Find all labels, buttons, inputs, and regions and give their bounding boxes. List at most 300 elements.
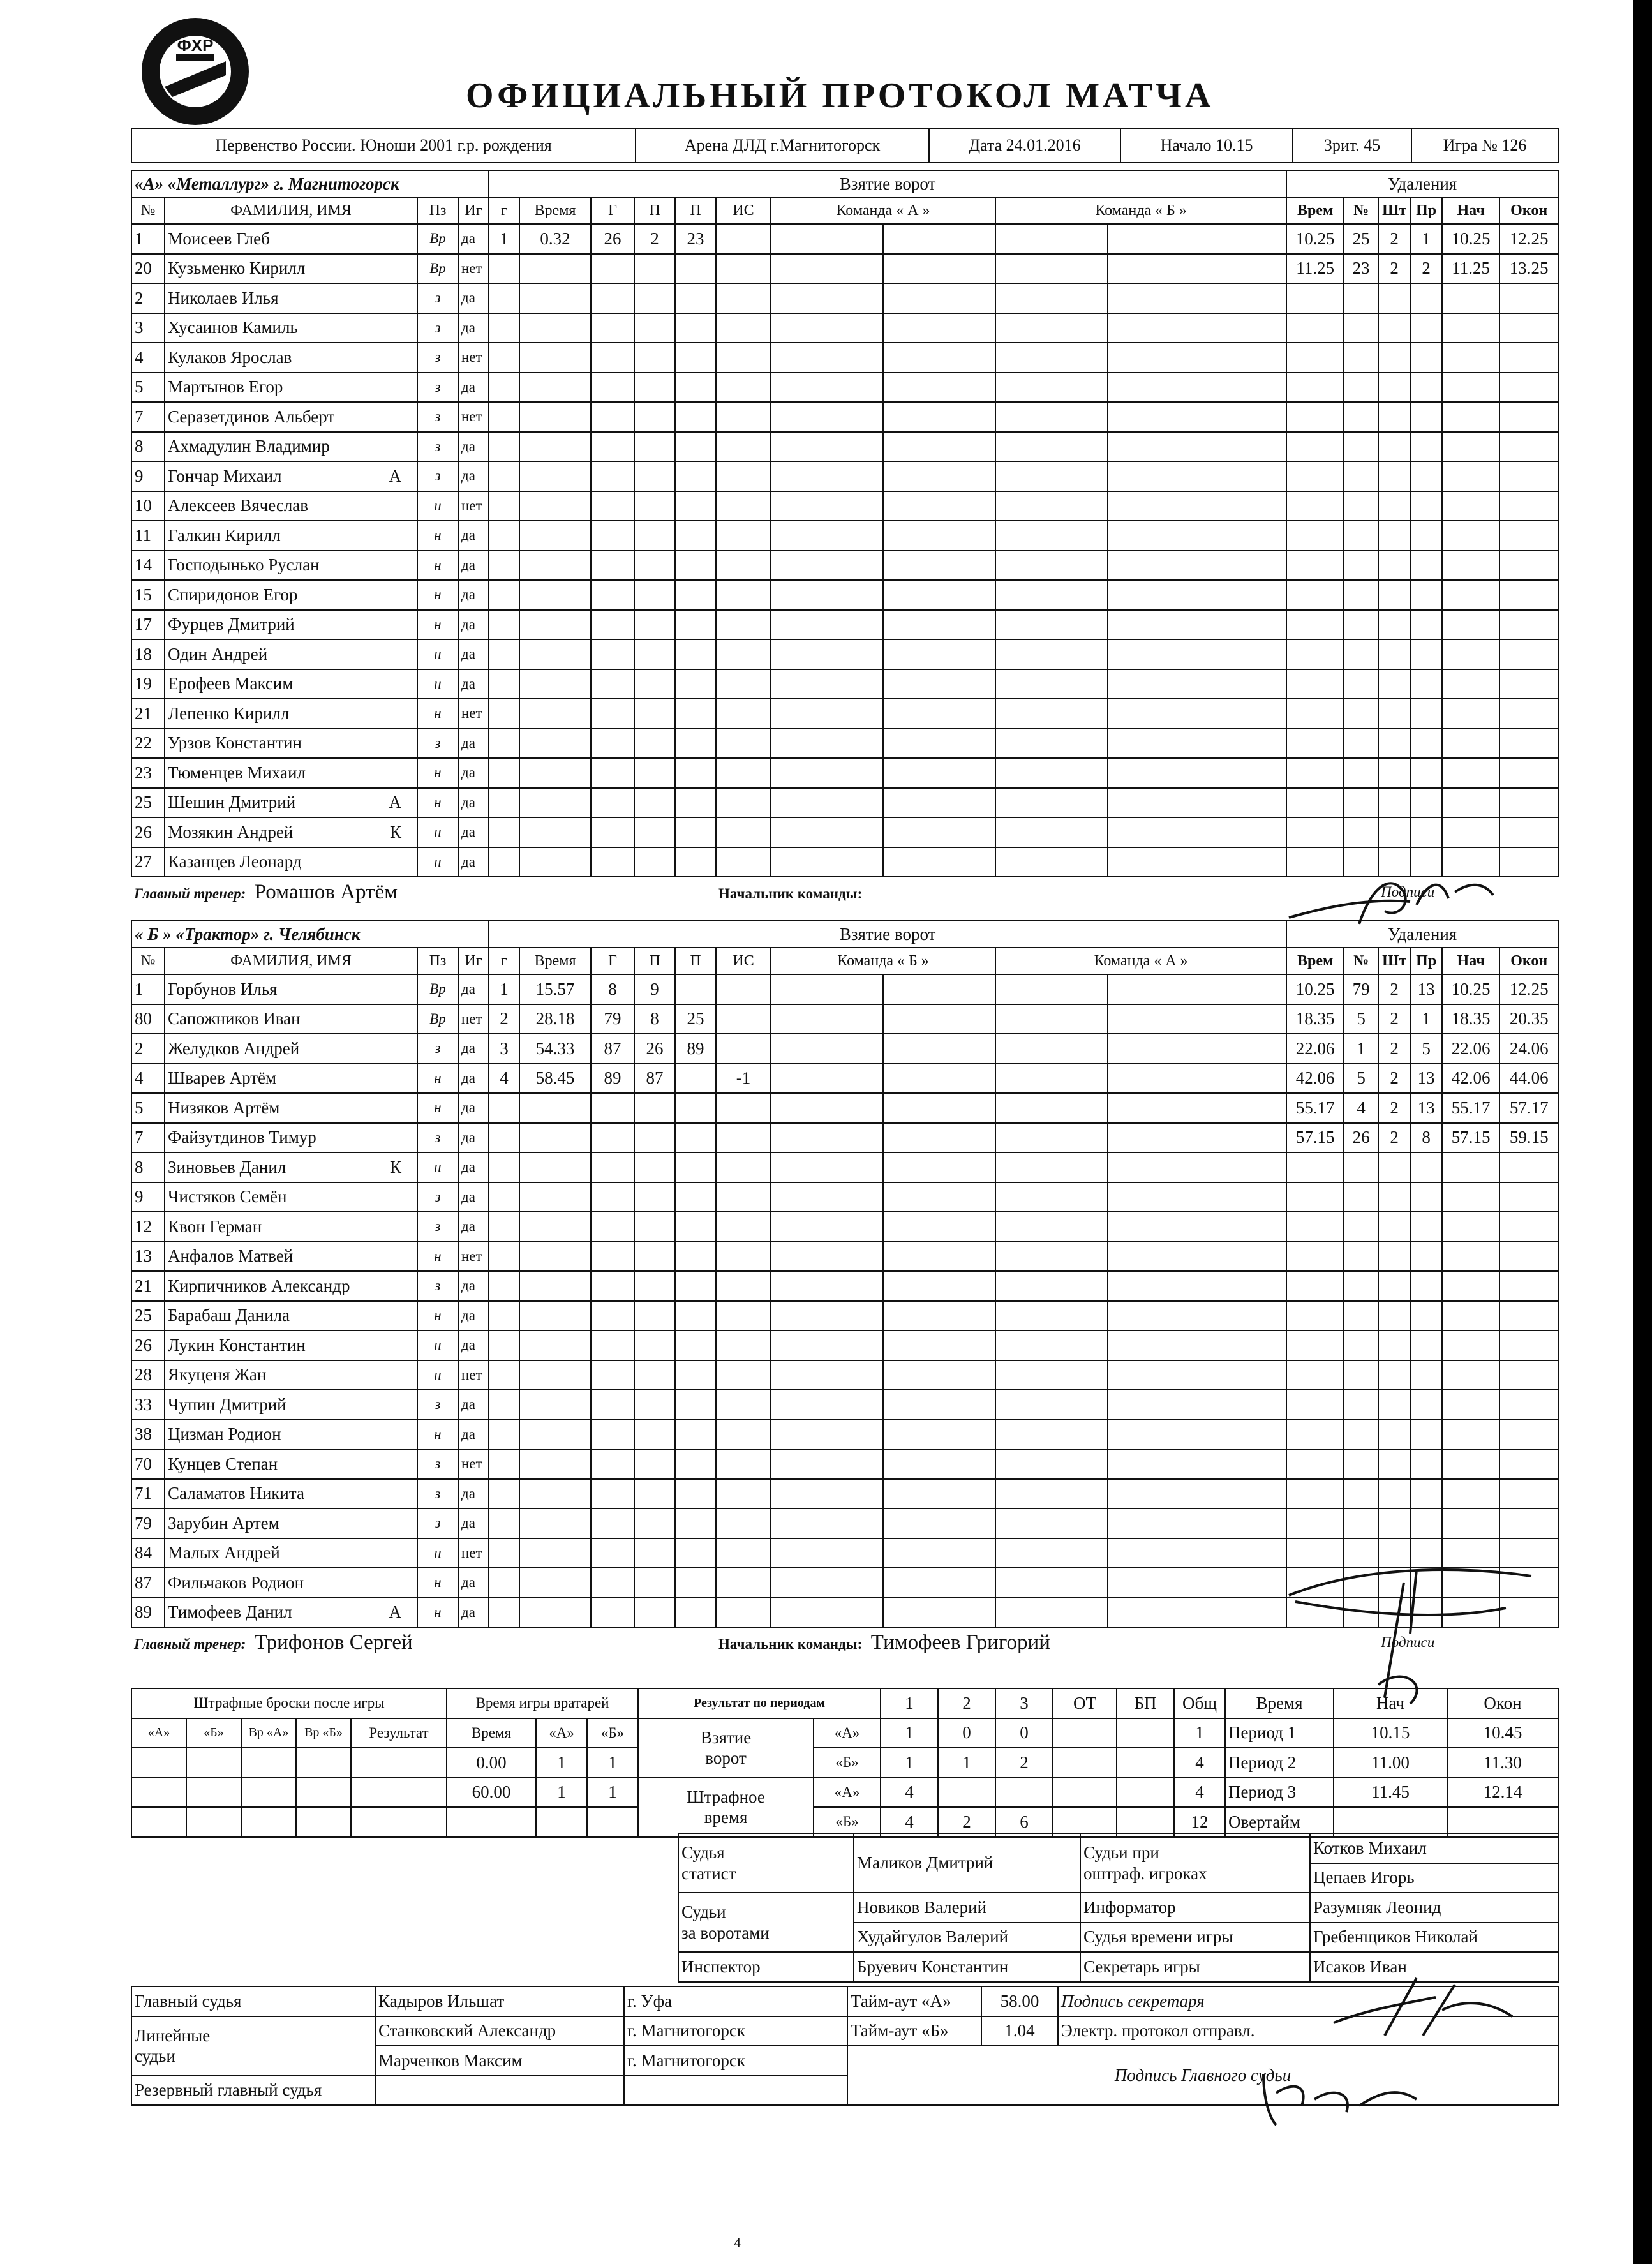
goal-cell bbox=[675, 669, 716, 699]
col-pen-time: Врем bbox=[1286, 197, 1344, 224]
goal-cell bbox=[675, 1182, 716, 1212]
player-played: да bbox=[458, 1212, 489, 1242]
pim-team-b: «Б» bbox=[814, 1807, 881, 1837]
player-num: 21 bbox=[131, 1271, 165, 1301]
goal-cell bbox=[634, 521, 675, 551]
goal-cell bbox=[489, 1301, 519, 1331]
player-pos: з bbox=[417, 283, 458, 313]
goal-cell bbox=[716, 1152, 771, 1182]
goal-cell bbox=[675, 373, 716, 403]
goal-cell bbox=[675, 1449, 716, 1479]
player-num: 3 bbox=[131, 313, 165, 343]
goal-cell: 89 bbox=[591, 1064, 634, 1094]
goal-cell bbox=[519, 402, 591, 432]
player-num: 19 bbox=[131, 669, 165, 699]
team-title: « Б » «Трактор» г. Челябинск bbox=[131, 921, 489, 948]
col-scorer: Г bbox=[591, 948, 634, 974]
player-name: Спиридонов Егор bbox=[168, 585, 298, 604]
player-played: да bbox=[458, 729, 489, 759]
player-row bbox=[131, 224, 1558, 254]
player-pos: н bbox=[417, 639, 458, 669]
player-played: нет bbox=[458, 1360, 489, 1390]
goal-cell bbox=[591, 1538, 634, 1568]
goals-a-p3: 0 bbox=[995, 1718, 1053, 1748]
player-num: 5 bbox=[131, 373, 165, 403]
player-row bbox=[131, 1093, 1558, 1123]
penalty-cell bbox=[1378, 1420, 1410, 1450]
player-played: нет bbox=[458, 1242, 489, 1272]
penalty-cell: 18.35 bbox=[1442, 1004, 1499, 1034]
pim-a-bp bbox=[1117, 1778, 1174, 1808]
goal-cell bbox=[519, 461, 591, 491]
penalty-cell bbox=[1378, 1360, 1410, 1390]
penalty-cell: 4 bbox=[1344, 1093, 1378, 1123]
penalty-cell bbox=[1410, 1271, 1442, 1301]
col-goal-num: г bbox=[489, 948, 519, 974]
goals-team-b: «Б» bbox=[814, 1748, 881, 1778]
penalty-cell bbox=[1499, 402, 1558, 432]
penalty-cell bbox=[1378, 639, 1410, 669]
penalty-cell bbox=[1410, 1301, 1442, 1331]
player-pos: н bbox=[417, 788, 458, 818]
goal-cell: 79 bbox=[591, 1004, 634, 1034]
player-num: 28 bbox=[131, 1360, 165, 1390]
goal-cell bbox=[591, 580, 634, 610]
penalty-cell bbox=[1410, 610, 1442, 640]
goal-cell bbox=[716, 1479, 771, 1509]
player-pos: з bbox=[417, 1123, 458, 1153]
player-pos: н bbox=[417, 1360, 458, 1390]
player-name: Малых Андрей bbox=[168, 1543, 280, 1563]
col-num: № bbox=[131, 948, 165, 974]
player-row bbox=[131, 1152, 1558, 1182]
player-name: Казанцев Леонард bbox=[168, 852, 302, 872]
goal-cell: 8 bbox=[634, 1004, 675, 1034]
goal-cell bbox=[716, 580, 771, 610]
goal-cell bbox=[519, 1093, 591, 1123]
spectators: Зрит. 45 bbox=[1293, 128, 1411, 163]
goal-cell bbox=[634, 699, 675, 729]
inspector-name: Бруевич Константин bbox=[854, 1952, 1080, 1982]
pim-a-p3 bbox=[995, 1778, 1053, 1808]
goal-cell bbox=[675, 788, 716, 818]
penalty-cell bbox=[1442, 491, 1499, 521]
player-num: 38 bbox=[131, 1420, 165, 1450]
penalty-cell bbox=[1442, 283, 1499, 313]
shootout-col-b: «Б» bbox=[186, 1718, 241, 1748]
goal-cell bbox=[591, 313, 634, 343]
player-played: да bbox=[458, 1152, 489, 1182]
penalty-cell bbox=[1344, 1390, 1378, 1420]
goal-cell bbox=[489, 402, 519, 432]
goal-cell bbox=[591, 551, 634, 581]
chief-ref-city: г. Уфа bbox=[624, 1986, 847, 2016]
col-pen-reason: Пр bbox=[1410, 197, 1442, 224]
goal-cell bbox=[519, 847, 591, 877]
head-coach-name: Ромашов Артём bbox=[254, 880, 398, 904]
goal-cell bbox=[591, 1360, 634, 1390]
goal-cell: 3 bbox=[489, 1034, 519, 1064]
summary-table bbox=[131, 1688, 1559, 1838]
player-name: Алексеев Вячеслав bbox=[168, 496, 309, 516]
goal-cell: 9 bbox=[634, 974, 675, 1004]
penalty-cell bbox=[1410, 1508, 1442, 1538]
penalty-cell bbox=[1344, 788, 1378, 818]
player-pos: н bbox=[417, 1093, 458, 1123]
goal-cell bbox=[519, 491, 591, 521]
penalty-cell bbox=[1286, 1508, 1344, 1538]
col-cmd-left: Команда « А » bbox=[771, 197, 995, 224]
penalty-cell: 18.35 bbox=[1286, 1004, 1344, 1034]
col-assist-1: П bbox=[634, 948, 675, 974]
penalty-cell bbox=[1442, 551, 1499, 581]
player-role: А bbox=[389, 793, 401, 812]
penalty-cell bbox=[1499, 1212, 1558, 1242]
penalty-cell: 13.25 bbox=[1499, 254, 1558, 284]
player-pos: з bbox=[417, 1479, 458, 1509]
player-pos: з bbox=[417, 313, 458, 343]
page-number: 4 bbox=[734, 2235, 741, 2251]
goal-cell bbox=[489, 461, 519, 491]
goal-cell bbox=[716, 1301, 771, 1331]
gk-row-1-time: 0.00 bbox=[447, 1748, 536, 1778]
player-pos: н bbox=[417, 1242, 458, 1272]
goal-cell bbox=[489, 1568, 519, 1598]
goal-cell bbox=[675, 461, 716, 491]
penalty-cell bbox=[1344, 1330, 1378, 1360]
col-cmd-right: Команда « А » bbox=[995, 948, 1286, 974]
penalty-cell bbox=[1499, 283, 1558, 313]
goal-cell bbox=[591, 402, 634, 432]
player-played: да bbox=[458, 788, 489, 818]
linesmen-label: Линейные bbox=[135, 2025, 211, 2045]
penalty-cell bbox=[1344, 1360, 1378, 1390]
goal-cell bbox=[675, 847, 716, 877]
player-num: 17 bbox=[131, 610, 165, 640]
judge-stat-name: Маликов Дмитрий bbox=[854, 1833, 1080, 1893]
penalty-cell: 55.17 bbox=[1286, 1093, 1344, 1123]
linesmen-label-2: судьи bbox=[135, 2046, 175, 2066]
player-role: К bbox=[389, 1157, 401, 1177]
player-played: да bbox=[458, 817, 489, 847]
player-num: 7 bbox=[131, 402, 165, 432]
player-num: 27 bbox=[131, 847, 165, 877]
player-row bbox=[131, 610, 1558, 640]
player-num: 8 bbox=[131, 432, 165, 462]
goal-cell: 2 bbox=[489, 1004, 519, 1034]
goal-cell bbox=[634, 1598, 675, 1628]
period-2-label: Период 2 bbox=[1225, 1748, 1334, 1778]
player-pos: н bbox=[417, 580, 458, 610]
pim-team-a: «А» bbox=[814, 1778, 881, 1808]
goal-cell bbox=[489, 1330, 519, 1360]
head-coach-label: Главный тренер: bbox=[134, 885, 246, 902]
goal-cell bbox=[489, 729, 519, 759]
goal-cell bbox=[519, 639, 591, 669]
penalty-cell bbox=[1378, 699, 1410, 729]
goal-cell: 25 bbox=[675, 1004, 716, 1034]
penalty-cell bbox=[1410, 1449, 1442, 1479]
penalty-cell bbox=[1410, 669, 1442, 699]
penalty-cell bbox=[1499, 432, 1558, 462]
goal-cell bbox=[675, 758, 716, 788]
secretary-sign-label: Подпись секретаря bbox=[1058, 1986, 1558, 2016]
player-num: 21 bbox=[131, 699, 165, 729]
goal-cell bbox=[716, 729, 771, 759]
goal-cell bbox=[675, 343, 716, 373]
goal-cell bbox=[591, 1182, 634, 1212]
goals-b-ot bbox=[1053, 1748, 1117, 1778]
goal-judge-b: Худайгулов Валерий bbox=[854, 1923, 1080, 1953]
player-played: да bbox=[458, 1182, 489, 1212]
player-name: Чистяков Семён bbox=[168, 1187, 287, 1207]
goal-cell bbox=[591, 1420, 634, 1450]
player-row bbox=[131, 1449, 1558, 1479]
goal-cell bbox=[489, 1479, 519, 1509]
player-row bbox=[131, 521, 1558, 551]
goal-cell bbox=[591, 847, 634, 877]
goal-cell bbox=[716, 758, 771, 788]
penalty-cell: 12.25 bbox=[1499, 974, 1558, 1004]
player-pos: Вр bbox=[417, 1004, 458, 1034]
overtime-label: Овертайм bbox=[1225, 1807, 1334, 1837]
penalty-cell bbox=[1410, 1152, 1442, 1182]
player-pos: н bbox=[417, 610, 458, 640]
goal-cell bbox=[519, 343, 591, 373]
player-row bbox=[131, 639, 1558, 669]
penalty-cell bbox=[1378, 1242, 1410, 1272]
goal-cell: 8 bbox=[591, 974, 634, 1004]
informer-label: Информатор bbox=[1080, 1893, 1310, 1923]
penalty-cell bbox=[1286, 491, 1344, 521]
col-played: Иг bbox=[458, 197, 489, 224]
penalty-cell bbox=[1410, 551, 1442, 581]
penalty-cell bbox=[1286, 521, 1344, 551]
player-pos: з bbox=[417, 1034, 458, 1064]
player-pos: н bbox=[417, 491, 458, 521]
goal-cell bbox=[591, 1212, 634, 1242]
goal-cell bbox=[675, 817, 716, 847]
goal-cell bbox=[716, 1123, 771, 1153]
goal-cell bbox=[716, 1390, 771, 1420]
goal-cell bbox=[634, 1123, 675, 1153]
period-1-end: 10.45 bbox=[1447, 1718, 1558, 1748]
player-row bbox=[131, 1182, 1558, 1212]
goal-cell bbox=[675, 1598, 716, 1628]
goal-cell: 0.32 bbox=[519, 224, 591, 254]
goal-cell bbox=[716, 343, 771, 373]
player-pos: з bbox=[417, 1449, 458, 1479]
penalty-cell bbox=[1378, 580, 1410, 610]
player-pos: н bbox=[417, 847, 458, 877]
penalty-cell bbox=[1410, 283, 1442, 313]
shootout-col-a: «А» bbox=[131, 1718, 186, 1748]
chief-ref-label: Главный судья bbox=[131, 1986, 375, 2016]
penalty-cell bbox=[1344, 1508, 1378, 1538]
player-row bbox=[131, 1242, 1558, 1272]
goal-cell bbox=[591, 1301, 634, 1331]
goal-cell bbox=[519, 521, 591, 551]
chief-ref-signature-icon bbox=[1251, 2048, 1442, 2131]
penalty-cell bbox=[1344, 491, 1378, 521]
goal-cell bbox=[519, 254, 591, 284]
player-name: Фурцев Дмитрий bbox=[168, 614, 295, 634]
player-num: 18 bbox=[131, 639, 165, 669]
penalty-cell bbox=[1286, 1301, 1344, 1331]
penalty-cell: 42.06 bbox=[1286, 1064, 1344, 1094]
player-played: нет bbox=[458, 1004, 489, 1034]
goal-cell bbox=[634, 551, 675, 581]
goal-cell bbox=[675, 1330, 716, 1360]
goal-cell: 15.57 bbox=[519, 974, 591, 1004]
pim-b-p2: 2 bbox=[938, 1807, 995, 1837]
goals-taken-header: Взятие ворот bbox=[489, 921, 1286, 948]
pim-label: Штрафное bbox=[687, 1787, 765, 1806]
penalty-cell: 13 bbox=[1410, 1093, 1442, 1123]
player-row bbox=[131, 1390, 1558, 1420]
player-name: Чупин Дмитрий bbox=[168, 1394, 286, 1414]
penalty-cell bbox=[1499, 461, 1558, 491]
penalty-cell bbox=[1442, 729, 1499, 759]
player-row bbox=[131, 402, 1558, 432]
player-played: да bbox=[458, 1034, 489, 1064]
goal-cell bbox=[519, 1212, 591, 1242]
pim-b-p3: 6 bbox=[995, 1807, 1053, 1837]
eprotocol-label: Электр. протокол отправл. bbox=[1058, 2016, 1558, 2046]
penalty-cell: 2 bbox=[1378, 974, 1410, 1004]
player-row bbox=[131, 1034, 1558, 1064]
goal-cell bbox=[716, 1568, 771, 1598]
linesman-a-name: Станковский Александр bbox=[375, 2016, 624, 2046]
penalty-cell: 2 bbox=[1378, 1093, 1410, 1123]
goal-cell bbox=[591, 254, 634, 284]
penalty-cell: 13 bbox=[1410, 974, 1442, 1004]
col-pos: Пз bbox=[417, 197, 458, 224]
goal-cell bbox=[519, 580, 591, 610]
goal-cell bbox=[591, 669, 634, 699]
penalty-cell bbox=[1286, 1360, 1344, 1390]
pim-a-p2 bbox=[938, 1778, 995, 1808]
goal-cell bbox=[675, 1152, 716, 1182]
timekeeper-name: Гребенщиков Николай bbox=[1310, 1923, 1558, 1953]
penalty-cell bbox=[1442, 758, 1499, 788]
player-num: 2 bbox=[131, 283, 165, 313]
judge-stat-label-2: статист bbox=[681, 1863, 736, 1883]
goal-cell bbox=[489, 580, 519, 610]
col-pen-num: № bbox=[1344, 948, 1378, 974]
goal-cell bbox=[489, 254, 519, 284]
shootout-col-result: Результат bbox=[351, 1718, 447, 1748]
player-name: Низяков Артём bbox=[168, 1098, 280, 1117]
player-played: нет bbox=[458, 699, 489, 729]
player-role: А bbox=[389, 1602, 401, 1622]
player-played: да bbox=[458, 1123, 489, 1153]
chief-sign-label: Подпись Главного судьи bbox=[847, 2046, 1558, 2105]
signatures-label: Подписи bbox=[1381, 1634, 1435, 1650]
penalty-cell bbox=[1378, 758, 1410, 788]
timekeeper-label: Судья времени игры bbox=[1080, 1923, 1310, 1953]
goal-cell bbox=[716, 1449, 771, 1479]
penalty-cell bbox=[1344, 461, 1378, 491]
goal-cell bbox=[716, 1242, 771, 1272]
goal-cell bbox=[634, 1538, 675, 1568]
player-name: Якуценя Жан bbox=[168, 1365, 267, 1385]
player-played: да bbox=[458, 551, 489, 581]
penalty-cell bbox=[1410, 373, 1442, 403]
penalty-cell bbox=[1410, 729, 1442, 759]
penalty-cell bbox=[1410, 1479, 1442, 1509]
player-num: 89 bbox=[131, 1598, 165, 1628]
goal-cell bbox=[489, 788, 519, 818]
player-num: 33 bbox=[131, 1390, 165, 1420]
reserve-ref-label: Резервный главный судья bbox=[131, 2076, 375, 2106]
penalty-cell bbox=[1378, 1390, 1410, 1420]
penalty-cell bbox=[1286, 1271, 1344, 1301]
goal-cell bbox=[675, 1093, 716, 1123]
player-played: да bbox=[458, 1271, 489, 1301]
page-title: ОФИЦИАЛЬНЫЙ ПРОТОКОЛ МАТЧА bbox=[466, 76, 1214, 115]
penalty-cell bbox=[1378, 817, 1410, 847]
goal-cell bbox=[634, 1360, 675, 1390]
penalty-cell: 10.25 bbox=[1286, 224, 1344, 254]
penalty-cell bbox=[1442, 432, 1499, 462]
gk-col-a: «А» bbox=[536, 1718, 587, 1748]
col-situation: ИС bbox=[716, 197, 771, 224]
penalty-cell bbox=[1410, 1330, 1442, 1360]
player-pos: з bbox=[417, 1212, 458, 1242]
goal-cell bbox=[716, 1212, 771, 1242]
player-name: Тюменцев Михаил bbox=[168, 763, 306, 782]
penalty-cell bbox=[1442, 639, 1499, 669]
penalty-cell bbox=[1442, 313, 1499, 343]
goals-a-p1: 1 bbox=[881, 1718, 938, 1748]
goals-label-2: ворот bbox=[705, 1748, 747, 1768]
player-pos: з bbox=[417, 1182, 458, 1212]
penalty-cell bbox=[1410, 699, 1442, 729]
col-assist-1: П bbox=[634, 197, 675, 224]
goal-cell bbox=[634, 1093, 675, 1123]
player-num: 5 bbox=[131, 1093, 165, 1123]
judge-stat-label: Судья bbox=[681, 1843, 725, 1863]
col-pen-end: Окон bbox=[1499, 948, 1558, 974]
penalty-cell bbox=[1344, 1301, 1378, 1331]
penalty-cell bbox=[1410, 461, 1442, 491]
penalty-cell bbox=[1378, 1212, 1410, 1242]
goal-cell bbox=[489, 1242, 519, 1272]
goal-cell bbox=[591, 639, 634, 669]
penalty-cell bbox=[1378, 343, 1410, 373]
player-name: Мозякин Андрей bbox=[168, 822, 294, 842]
col-assist-2: П bbox=[675, 197, 716, 224]
player-num: 79 bbox=[131, 1508, 165, 1538]
player-num: 2 bbox=[131, 1034, 165, 1064]
player-pos: з bbox=[417, 1508, 458, 1538]
player-name: Зиновьев Данил bbox=[168, 1157, 286, 1177]
logo-text: ФХР bbox=[177, 36, 214, 55]
goal-cell bbox=[634, 1152, 675, 1182]
player-pos: н bbox=[417, 1152, 458, 1182]
goal-cell bbox=[489, 847, 519, 877]
player-pos: н bbox=[417, 1301, 458, 1331]
team-b-table bbox=[131, 920, 1559, 1657]
goal-cell bbox=[489, 343, 519, 373]
col-pen-end: Окон bbox=[1499, 197, 1558, 224]
time-col-end: Окон bbox=[1447, 1688, 1558, 1718]
goal-cell bbox=[591, 1330, 634, 1360]
goal-cell bbox=[519, 1360, 591, 1390]
penalty-cell bbox=[1442, 1420, 1499, 1450]
goal-cell bbox=[489, 1508, 519, 1538]
